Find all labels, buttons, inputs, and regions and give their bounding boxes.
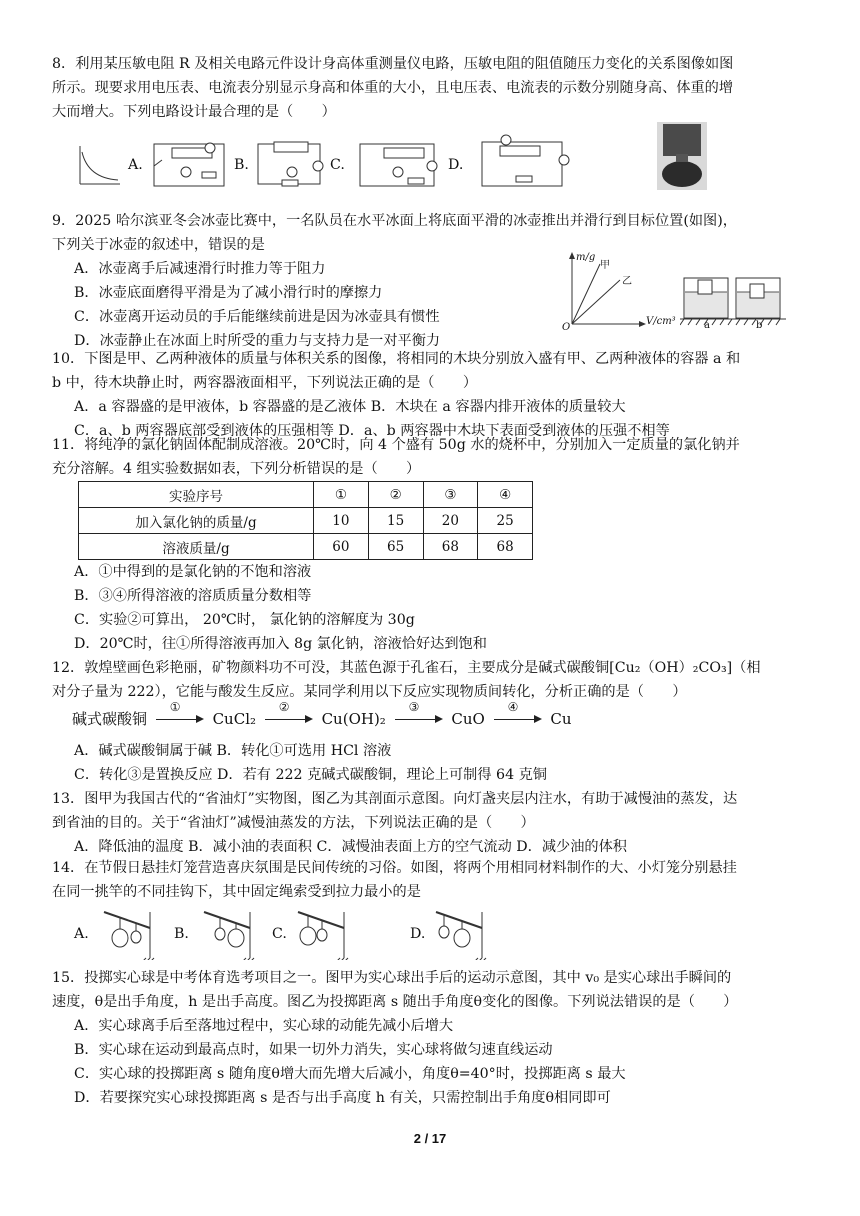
q11-line-1: 11．将纯净的氯化钠固体配制成溶液。20℃时，向 4 个盛有 50g 水的烧杯中，分别加入一定质量的氯化钠并 (52, 437, 740, 453)
q13-line-1: 13．图甲为我国古代的“省油灯”实物图，图乙为其剖面示意图。向灯盏夹层内注水，有助于减慢油的蒸发，达 (52, 791, 738, 807)
q9-option-b: B．冰壶底面磨得平滑是为了减小滑行时的摩擦力 (74, 285, 383, 301)
q14-line-1: 14．在节假日悬挂灯笼营造喜庆氛围是民间传统的习俗。如图，将两个用相同材料制作的大、小灯笼分别悬挂 (52, 860, 737, 876)
graph-line-yi: 乙 (622, 276, 632, 287)
q8-line-2: 所示。现要求用电压表、电流表分别显示身高和体重的大小，且电压表、电流表的示数分别随身高、体重的增 (52, 80, 734, 96)
q14-lantern-figure-b (200, 906, 270, 960)
flow-product-2: Cu(OH)₂ (321, 709, 386, 728)
q9-line-1: 9．2025 哈尔滨亚冬会冰壶比赛中，一名队员在水平冰面上将底面平滑的冰壶推出并滑行到目标位置(如图)， (52, 213, 737, 229)
container-a-label: a (704, 320, 710, 331)
table-cell: ④ (478, 482, 533, 508)
graph-xlabel: V/cm³ (646, 316, 676, 327)
q8-option-d-label: D. (448, 157, 464, 173)
q15-option-a: A．实心球离手后至落地过程中，实心球的动能先减小后增大 (74, 1018, 454, 1034)
q15-line-1: 15．投掷实心球是中考体育选考项目之一。图甲为实心球出手后的运动示意图，其中 v₀ 是实心球出手瞬间的 (52, 970, 732, 986)
q11-line-2: 充分溶解。4 组实验数据如表，下列分析错误的是（ ） (52, 461, 421, 477)
q11-option-a: A．①中得到的是氯化钠的不饱和溶液 (74, 564, 312, 580)
table-cell: ① (314, 482, 369, 508)
q9-option-a: A．冰壶离手后减速滑行时推力等于阻力 (74, 261, 326, 277)
q12-line-2: 对分子量为 222），它能与酸发生反应。某同学利用以下反应实现物质间转化，分析正确的是（ ） (52, 684, 687, 700)
table-cell: 溶液质量/g (79, 534, 314, 560)
table-cell: 加入氯化钠的质量/g (79, 508, 314, 534)
q14-lantern-figure-d (432, 906, 502, 960)
flow-arrow-4: ④ (494, 712, 542, 726)
table-row (79, 534, 533, 560)
q14-line-2: 在同一挑竿的不同挂钩下，其中固定绳索受到拉力最小的是 (52, 884, 421, 900)
q8-line-3: 大而增大。下列电路设计最合理的是（ ） (52, 104, 336, 120)
table-cell: ② (368, 482, 423, 508)
q15-line-2: 速度，θ是出手角度，h 是出手高度。图乙为投掷距离 s 随出手角度θ变化的图像。下列说法错误的是（ ） (52, 994, 738, 1010)
table-header-row (79, 482, 533, 508)
q11-option-b: B．③④所得溶液的溶质质量分数相等 (74, 588, 312, 604)
page-number: 2 / 17 (413, 1131, 447, 1146)
table-cell: 实验序号 (79, 482, 314, 508)
q15-option-c: C．实心球的投掷距离 s 随角度θ增大而先增大后减小，角度θ=40°时，投掷距离 s 最大 (74, 1066, 626, 1082)
q11-option-c: C．实验②可算出， 20℃时， 氯化钠的溶解度为 30g (74, 612, 415, 628)
q13-options: A．降低油的温度 B．减小油的表面积 C．减慢油表面上方的空气流动 D．减少油的体积 (74, 839, 627, 855)
table-cell: ③ (423, 482, 478, 508)
q12-reaction-flow (72, 699, 572, 729)
table-cell: 68 (423, 534, 478, 560)
flow-start: 碱式碳酸铜 (72, 710, 148, 728)
q13-line-2: 到省油的目的。关于“省油灯”减慢油蒸发的方法，下列说法正确的是（ ） (52, 815, 535, 831)
table-cell: 25 (478, 508, 533, 534)
table-cell: 15 (368, 508, 423, 534)
graph-origin: O (562, 322, 571, 333)
q8-circuit-b (254, 136, 326, 190)
q15-option-b: B．实心球在运动到最高点时，如果一切外力消失，实心球将做匀速直线运动 (74, 1042, 553, 1058)
q14-option-a-label: A. (74, 926, 89, 942)
flow-product-3: CuO (451, 709, 485, 728)
q14-option-d-label: D. (410, 926, 426, 942)
table-cell: 65 (368, 534, 423, 560)
q14-lantern-figure-a (100, 906, 170, 960)
flow-product-1: CuCl₂ (212, 709, 257, 728)
q8-option-b-label: B. (234, 157, 249, 173)
q11-option-d: D．20℃时，往①所得溶液再加入 8g 氯化钠，溶液恰好达到饱和 (74, 636, 487, 652)
table-cell: 20 (423, 508, 478, 534)
flow-arrow-1: ① (156, 712, 204, 726)
q8-resistance-graph (74, 144, 122, 188)
table-row (79, 508, 533, 534)
q14-option-c-label: C. (272, 926, 287, 942)
q9-option-d: D．冰壶静止在冰面上时所受的重力与支持力是一对平衡力 (74, 333, 441, 349)
q10-line-2: b 中，待木块静止时，两容器液面相平，下列说法正确的是（ ） (52, 375, 478, 391)
container-b-label: b (756, 320, 763, 331)
table-cell: 60 (314, 534, 369, 560)
q10-options-ab: A．a 容器盛的是甲液体，b 容器盛的是乙液体 B．木块在 a 容器内排开液体的质量较大 (74, 399, 626, 415)
q8-line-1: 8．利用某压敏电阻 R 及相关电路元件设计身高体重测量仪电路，压敏电阻的阻值随压力变化的关系图像如图 (52, 56, 734, 72)
q10-options-cd: C．a、b 两容器底部受到液体的压强相等 D．a、b 两容器中木块下表面受到液体的压强不相等 (74, 423, 670, 439)
table-cell: 10 (314, 508, 369, 534)
flow-arrow-2: ② (265, 712, 313, 726)
graph-line-jia: 甲 (600, 260, 610, 271)
flow-arrow-3: ③ (395, 712, 443, 726)
table-cell: 68 (478, 534, 533, 560)
curling-photo (657, 122, 707, 190)
q8-option-a-label: A. (128, 157, 143, 173)
q14-option-b-label: B. (174, 926, 189, 942)
flow-product-4: Cu (550, 709, 572, 728)
q12-options-ab: A．碱式碳酸铜属于碱 B．转化①可选用 HCl 溶液 (74, 743, 392, 759)
q10-line-1: 10．下图是甲、乙两种液体的质量与体积关系的图像，将相同的木块分别放入盛有甲、乙两种液体的容器 a 和 (52, 351, 741, 367)
q11-data-table (78, 481, 533, 560)
q9-option-c: C．冰壶离开运动员的手后能继续前进是因为冰壶具有惯性 (74, 309, 440, 325)
q12-line-1: 12．敦煌壁画色彩艳丽，矿物颜料功不可没，其蓝色源于孔雀石，主要成分是碱式碳酸铜[Cu₂（OH）₂CO₃]（相 (52, 660, 761, 676)
q9-line-2: 下列关于冰壶的叙述中，错误的是 (52, 237, 265, 253)
q14-lantern-figure-c (294, 906, 364, 960)
q12-options-cd: C．转化③是置换反应 D．若有 222 克碱式碳酸铜，理论上可制得 64 克铜 (74, 767, 547, 783)
graph-ylabel: m/g (576, 252, 596, 263)
q8-circuit-a (148, 138, 228, 192)
q8-circuit-c (354, 138, 440, 192)
q10-mass-volume-graph (562, 250, 676, 333)
q15-option-d: D．若要探究实心球投掷距离 s 是否与出手高度 h 有关，只需控制出手角度θ相同即可 (74, 1090, 611, 1106)
q8-circuit-d (476, 132, 572, 192)
q8-option-c-label: C. (330, 157, 345, 173)
q10-containers (680, 270, 790, 332)
